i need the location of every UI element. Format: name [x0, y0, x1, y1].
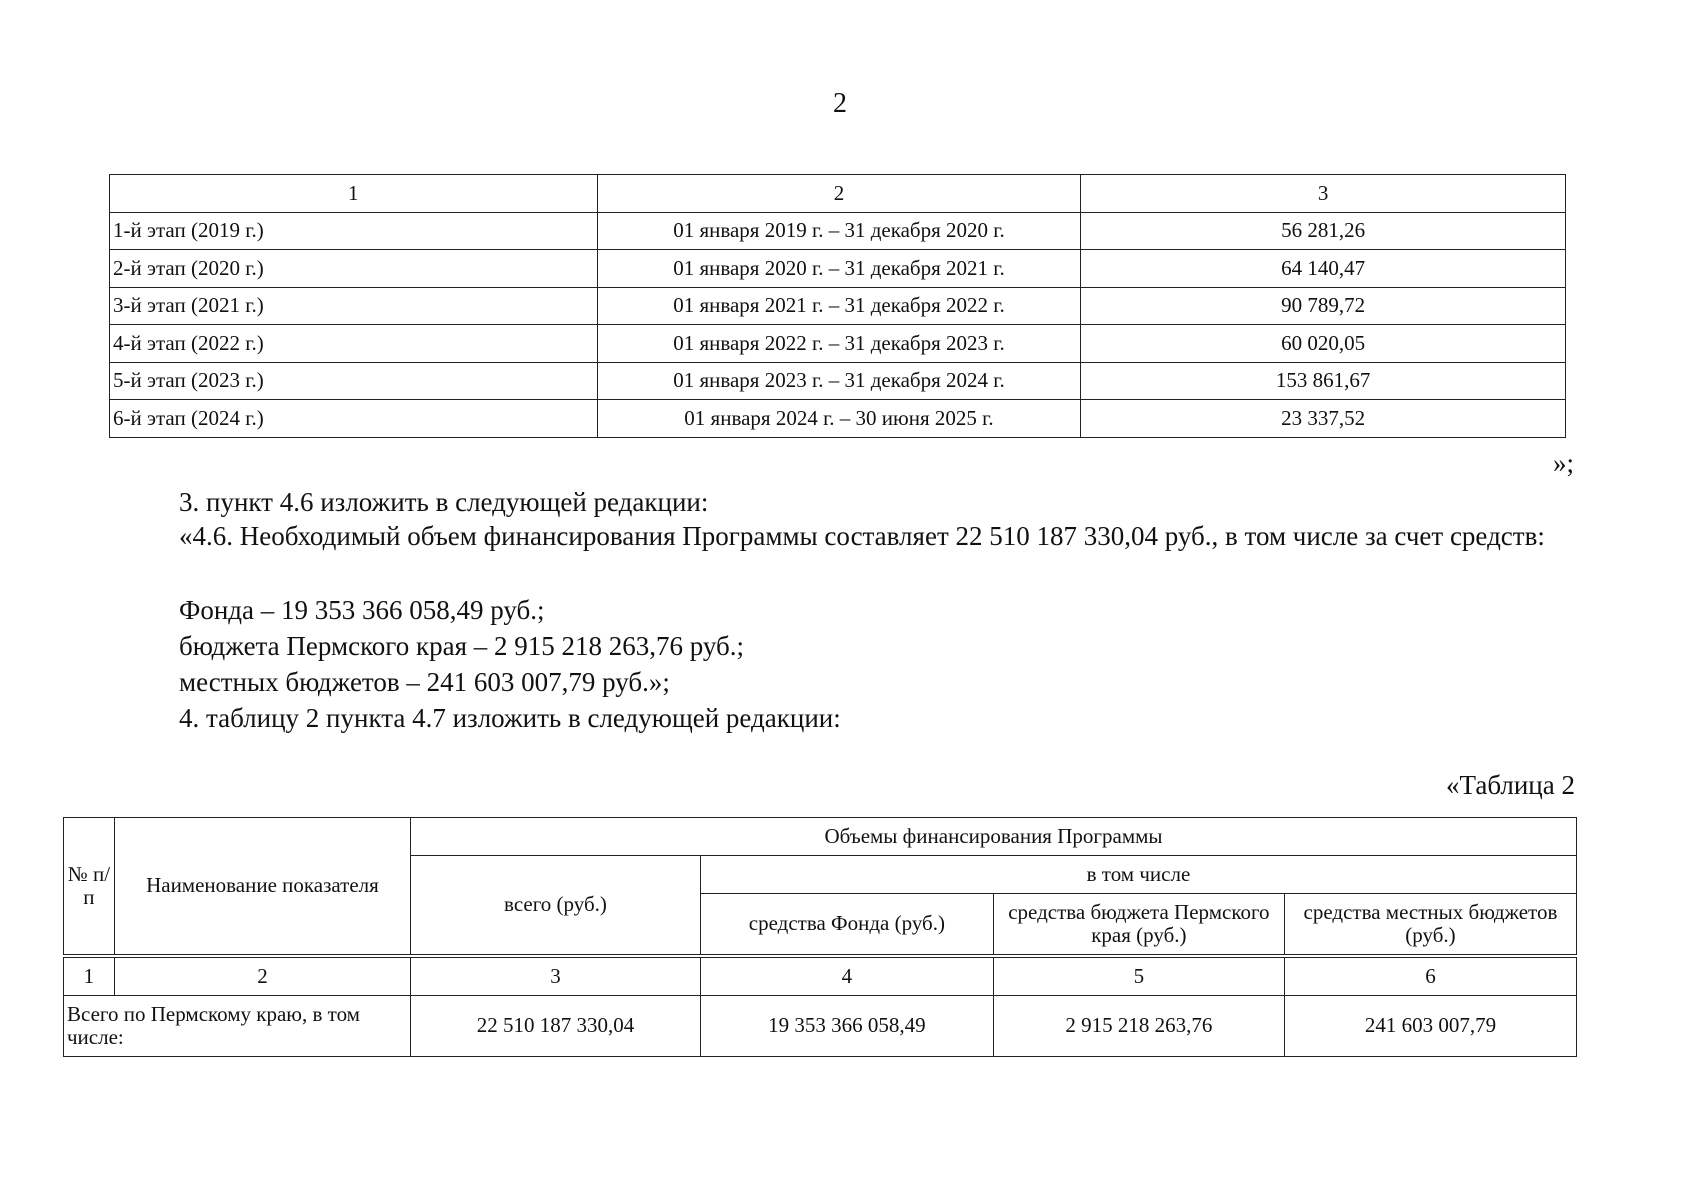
table-caption: «Таблица 2 — [1446, 770, 1575, 800]
stage-value: 56 281,26 — [1081, 212, 1566, 250]
table-row — [110, 400, 1566, 438]
local-value: 241 603 007,79 — [1284, 995, 1576, 1056]
col-name-header: Наименование показателя — [114, 818, 410, 956]
stage-period: 01 января 2019 г. – 31 декабря 2020 г. — [597, 212, 1081, 250]
stage-name: 3-й этап (2021 г.) — [110, 287, 598, 325]
table-row — [110, 325, 1566, 363]
col-region-header: средства бюджета Пермского края (руб.) — [993, 894, 1284, 956]
stage-period: 01 января 2023 г. – 31 декабря 2024 г. — [597, 362, 1081, 400]
paragraph-local-budgets: местных бюджетов – 241 603 007,79 руб.»; — [179, 667, 670, 697]
paragraph-fund: Фонда – 19 353 366 058,49 руб.; — [179, 595, 545, 625]
table-header-row — [64, 818, 1577, 856]
header-cell: 1 — [110, 175, 598, 213]
stage-value: 64 140,47 — [1081, 250, 1566, 288]
column-number: 3 — [411, 956, 701, 996]
stage-value: 90 789,72 — [1081, 287, 1566, 325]
col-number-header: № п/п — [64, 818, 115, 956]
paragraph-item-4: 4. таблицу 2 пункта 4.7 изложить в следующей редакции: — [179, 703, 841, 733]
total-row-name: Всего по Пермскому краю, в том числе: — [64, 995, 411, 1056]
col-fund-header: средства Фонда (руб.) — [700, 894, 993, 956]
header-cell: 2 — [597, 175, 1081, 213]
col-local-header: средства местных бюджетов (руб.) — [1284, 894, 1576, 956]
closing-quote: »; — [1552, 448, 1574, 478]
col-total-header: всего (руб.) — [411, 856, 701, 956]
fund-value: 19 353 366 058,49 — [700, 995, 993, 1056]
stage-name: 5-й этап (2023 г.) — [110, 362, 598, 400]
paragraph-4-6: «4.6. Необходимый объем финансирования Программы составляет 22 510 187 330,04 руб., в том числе за счет средств: — [179, 521, 1545, 551]
stage-name: 1-й этап (2019 г.) — [110, 212, 598, 250]
table-row — [110, 287, 1566, 325]
stage-name: 6-й этап (2024 г.) — [110, 400, 598, 438]
column-number: 4 — [700, 956, 993, 996]
column-number: 5 — [993, 956, 1284, 996]
column-numbers-row — [64, 956, 1577, 996]
group-header: Объемы финансирования Программы — [411, 818, 1577, 856]
stage-name: 2-й этап (2020 г.) — [110, 250, 598, 288]
stage-name: 4-й этап (2022 г.) — [110, 325, 598, 363]
table-row — [64, 995, 1577, 1056]
paragraph-regional-budget: бюджета Пермского края – 2 915 218 263,76 руб.; — [179, 631, 745, 661]
column-number: 2 — [114, 956, 410, 996]
stages-table — [109, 174, 1566, 438]
column-number: 6 — [1284, 956, 1576, 996]
stage-period: 01 января 2020 г. – 31 декабря 2021 г. — [597, 250, 1081, 288]
stage-value: 60 020,05 — [1081, 325, 1566, 363]
including-header: в том числе — [700, 856, 1576, 894]
stage-period: 01 января 2024 г. – 30 июня 2025 г. — [597, 400, 1081, 438]
table-row — [110, 362, 1566, 400]
table-header-row — [110, 175, 1566, 213]
paragraph-item-3: 3. пункт 4.6 изложить в следующей редакции: — [179, 487, 709, 517]
stage-value: 153 861,67 — [1081, 362, 1566, 400]
table-row — [110, 250, 1566, 288]
finance-table — [63, 817, 1577, 1057]
stage-period: 01 января 2022 г. – 31 декабря 2023 г. — [597, 325, 1081, 363]
stage-value: 23 337,52 — [1081, 400, 1566, 438]
table-row — [110, 212, 1566, 250]
stage-period: 01 января 2021 г. – 31 декабря 2022 г. — [597, 287, 1081, 325]
page-number: 2 — [833, 88, 847, 119]
region-value: 2 915 218 263,76 — [993, 995, 1284, 1056]
column-number: 1 — [64, 956, 115, 996]
total-value: 22 510 187 330,04 — [411, 995, 701, 1056]
header-cell: 3 — [1081, 175, 1566, 213]
